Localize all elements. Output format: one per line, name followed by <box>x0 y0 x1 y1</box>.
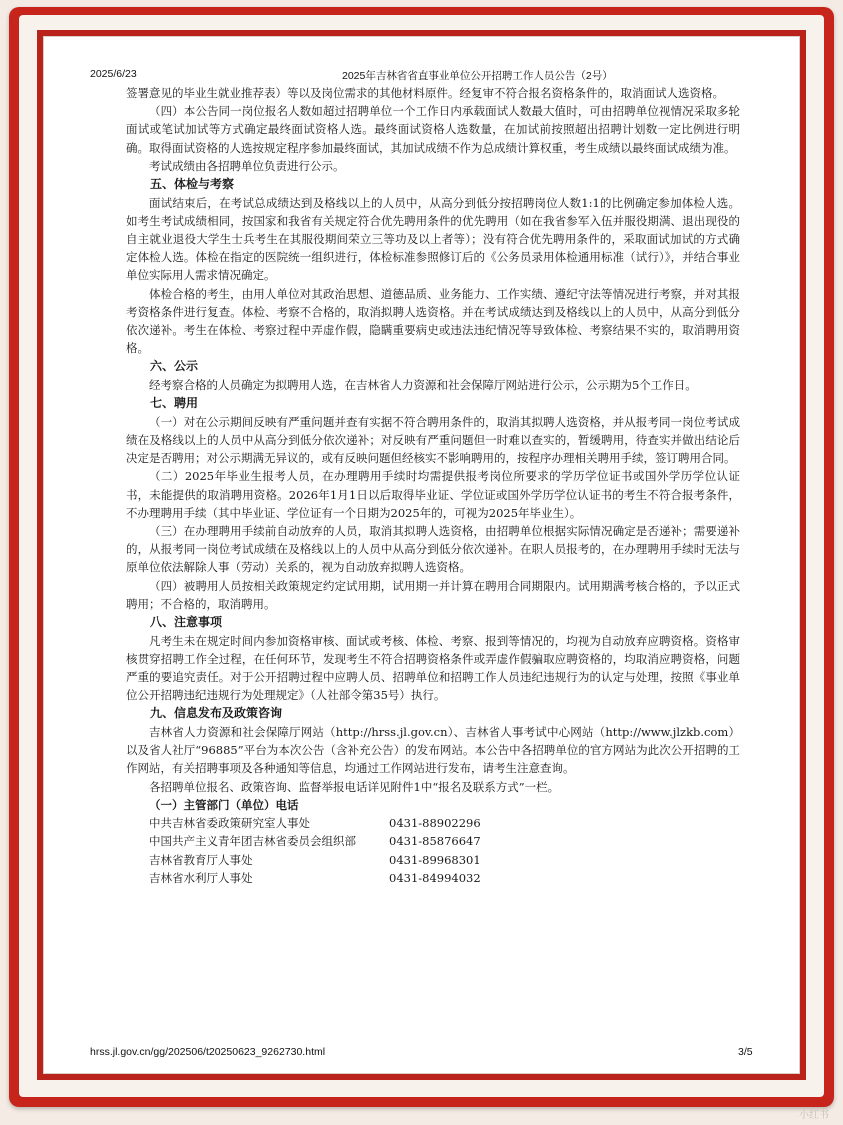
contact-row <box>149 814 740 832</box>
contact-row <box>149 851 740 869</box>
contact-list <box>126 814 740 888</box>
contact-phone: 0431-84994032 <box>389 871 481 886</box>
document-header-title: 2025年吉林省省直事业单位公开招聘工作人员公告（2号） <box>342 70 613 82</box>
section-heading-6: 六、公示 <box>150 359 199 374</box>
page-number: 3/5 <box>738 1046 753 1058</box>
watermark: 小红书 <box>799 1110 829 1121</box>
contact-phone: 0431-85876647 <box>389 834 481 849</box>
paragraph: （四）本公告同一岗位报名人数如超过招聘单位一个工作日内承载面试人数最大值时，可由招聘单位视情况采取多轮面试或笔试加试等方式确定最终面试资格人选。最终面试资格人选数量，在加试前按照超出招聘计划数一定比例进行明确。取得面试资格的人选按规定程序参加最终面试，其加试成绩不作为总成绩计算权重，考生成绩以最终面试成绩为准。 <box>126 104 740 155</box>
paragraph: 体检合格的考生，由用人单位对其政治思想、道德品质、业务能力、工作实绩、遵纪守法等情况进行考察，并对其报考资格条件进行复查。体检、考察不合格的，取消拟聘人选资格。并在考试成绩达到及格线以上的人员中，从高分到低分依次递补。考生在体检、考察过程中弄虚作假，隐瞒重要病史或违法违纪情况等导致体检、考察结果不实的，取消聘用资格。 <box>126 286 740 356</box>
print-date: 2025/6/23 <box>90 68 137 80</box>
contact-name: 中共吉林省委政策研究室人事处 <box>149 816 310 831</box>
paragraph: （四）被聘用人员按相关政策规定约定试用期，试用期一并计算在聘用合同期限内。试用期满考核合格的，予以正式聘用；不合格的，取消聘用。 <box>126 578 740 611</box>
paragraph: 凡考生未在规定时间内参加资格审核、面试或考核、体检、考察、报到等情况的，均视为自动放弃应聘资格。资格审核贯穿招聘工作全过程，在任何环节，发现考生不符合招聘资格条件或弄虚作假骗取应聘资格的，均取消应聘资格，问题严重的要追究责任。对于公开招聘过程中应聘人员、招聘单位和招聘工作人员违纪违规行为的认定与处理，按照《事业单位公开招聘违纪违规行为处理规定》（人社部令第35号）执行。 <box>126 633 740 703</box>
paragraph: 吉林省人力资源和社会保障厅网站（http://hrss.jl.gov.cn）、吉林省人事考试中心网站（http://www.jlzkb.com）以及省人社厅“96885”平台为本次公告（含补充公告）的发布网站。本公告中各招聘单位的官方网站为此次公开招聘的工作网站，有关招聘事项及各种通知等信息，均通过工作网站进行发布，请考生注意查询。 <box>126 725 740 776</box>
subsection-heading: （一）主管部门（单位）电话 <box>149 797 299 812</box>
paragraph: 经考察合格的人员确定为拟聘用人选，在吉林省人力资源和社会保障厅网站进行公示，公示期为5个工作日。 <box>149 378 697 393</box>
section-heading-9: 九、信息发布及政策咨询 <box>150 706 283 721</box>
contact-name: 吉林省水利厅人事处 <box>149 871 253 886</box>
paragraph: （二）2025年毕业生报考人员，在办理聘用手续时均需提供报考岗位所要求的学历学位证书或国外学历学位认证书，未能提供的取消聘用资格。2026年1月1日以后取得毕业证、学位证或国外学历学位认证书的考生不符合报考条件，不办理聘用手续（其中毕业证、学位证有一个日期为2025年的，可视为2025年毕业生）。 <box>126 469 740 520</box>
contact-row <box>149 869 740 887</box>
paragraph: 各招聘单位报名、政策咨询、监督举报电话详见附件1中“报名及联系方式”一栏。 <box>149 779 560 794</box>
contact-phone: 0431-88902296 <box>389 816 481 831</box>
contact-name: 中国共产主义青年团吉林省委员会组织部 <box>149 834 356 849</box>
contact-row <box>149 832 740 850</box>
section-heading-7: 七、聘用 <box>150 396 199 411</box>
footer-url: hrss.jl.gov.cn/gg/202506/t20250623_9262730.html <box>90 1046 326 1058</box>
contact-phone: 0431-89968301 <box>389 852 481 867</box>
paragraph: 面试结束后，在考试总成绩达到及格线以上的人员中，从高分到低分按招聘岗位人数1:1的比例确定参加体检人选。如考生考试成绩相同，按国家和我省有关规定符合优先聘用条件的优先聘用（如在我省参军入伍并服役期满、退出现役的自主就业退役大学生士兵考生在其服役期间荣立三等功及以上者等）；没有符合优先聘用条件的，采取面试加试的方式确定体检人选。体检在指定的医院统一组织进行，体检标准参照修订后的《公务员录用体检通用标准（试行）》，并结合事业单位实际用人需求情况确定。 <box>126 195 740 283</box>
paragraph: 考试成绩由各招聘单位负责进行公示。 <box>149 158 345 173</box>
section-heading-8: 八、注意事项 <box>150 615 223 630</box>
paragraph: （一）对在公示期间反映有严重问题并查有实据不符合聘用条件的，取消其拟聘人选资格，并从报考同一岗位考试成绩在及格线以上的人员中从高分到低分依次递补；对反映有严重问题但一时难以查实的，暂缓聘用，待查实并做出结论后决定是否聘用；对公示期满无异议的，或有反映问题但经核实不影响聘用的，按程序办理相关聘用手续，签订聘用合同。 <box>126 414 740 466</box>
paragraph: （三）在办理聘用手续前自动放弃的人员，取消其拟聘人选资格，由招聘单位根据实际情况确定是否递补；需要递补的，从报考同一岗位考试成绩在及格线以上的人员中从高分到低分依次递补。在职人员报考的，在办理聘用手续时无法与原单位依法解除人事（劳动）关系的，视为自动放弃拟聘人选资格。 <box>126 524 740 575</box>
section-heading-5: 五、体检与考察 <box>150 177 235 192</box>
document-body <box>126 84 740 888</box>
contact-name: 吉林省教育厅人事处 <box>149 852 253 867</box>
paragraph: 签署意见的毕业生就业推荐表）等以及岗位需求的其他材料原件。经复审不符合报名资格条件的，取消面试人选资格。 <box>126 86 724 100</box>
